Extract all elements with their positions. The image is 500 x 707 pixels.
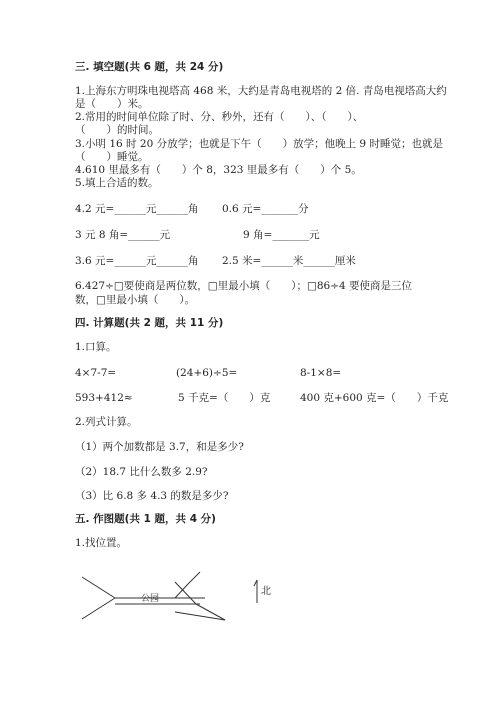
question-4-1: 1.口算。 — [75, 341, 117, 353]
park-label: 公园 — [141, 594, 160, 604]
question-3-1-line-1: 1.上海东方明珠电视塔高 468 米，大约是青岛电视塔的 2 倍. 青岛电视塔高大约 — [75, 85, 447, 97]
road-line — [188, 572, 200, 584]
north-label: 北 — [261, 586, 271, 597]
question-3-3-line-2: （ ）睡觉。 — [75, 151, 149, 163]
question-3-5-item: 9 角=_______元 — [243, 229, 320, 241]
question-4-2-sub-3: （3）比 6.8 多 4.3 的数是多少? — [75, 490, 229, 502]
question-3-5-item: 0.6 元=_______分 — [222, 203, 309, 215]
question-4-2-sub-1: （1）两个加数都是 3.7，和是多少? — [75, 441, 244, 453]
oral-calc-item: 4×7-7= — [75, 367, 117, 379]
question-4-2-sub-2: （2）18.7 比什么数多 2.9? — [75, 466, 208, 478]
section-4-heading: 四. 计算题(共 2 题，共 11 分) — [75, 317, 224, 329]
road-line — [82, 598, 115, 619]
question-3-5-item: 3 元 8 角=______元 — [75, 229, 171, 241]
question-3-6-line-2: 数，□里最小填（ ）。 — [75, 294, 196, 306]
question-3-5: 5.填上合适的数。 — [75, 177, 159, 189]
oral-calc-item: 8-1×8= — [300, 367, 342, 379]
question-3-5-item: 2.5 米=______米______厘米 — [222, 255, 356, 267]
road-line — [175, 584, 188, 598]
question-4-2: 2.列式计算。 — [75, 416, 138, 428]
question-3-2-line-2: （ ）的时间。 — [75, 124, 159, 136]
question-3-6-line-1: 6.427÷□要使商是两位数，□里最小填（ ）；□86÷4 要使商是三位 — [75, 280, 413, 292]
question-3-1-line-2: 是（ ）米。 — [75, 98, 149, 110]
question-3-4: 4.610 里最多有（ ）个 8，323 里最多有（ ）个 5。 — [75, 164, 362, 176]
oral-calc-item: 593+412≈ — [75, 392, 133, 404]
section-5-heading: 五. 作图题(共 1 题，共 4 分) — [75, 513, 216, 525]
question-3-5-item: 4.2 元=______元______角 — [75, 203, 199, 215]
question-3-3-line-1: 3.小明 16 时 20 分放学；也就是下午（ ）放学；他晚上 9 时睡觉；也就是 — [75, 138, 443, 150]
oral-calc-item: (24+6)÷5= — [176, 367, 238, 379]
question-5-1: 1.找位置。 — [75, 537, 128, 549]
oral-calc-item: 400 克+600 克=（ ）千克 — [300, 392, 449, 404]
oral-calc-item: 5 千克=（ ）克 — [178, 392, 271, 404]
section-3-heading: 三. 填空题(共 6 题，共 24 分) — [75, 61, 224, 73]
question-3-2-line-1: 2.常用的时间单位除了时、分、秒外，还有（ ）、（ ）、 — [75, 111, 364, 123]
road-line — [82, 577, 115, 598]
question-3-5-item: 3.6 元=______元______角 — [75, 255, 199, 267]
road-line — [175, 582, 196, 604]
